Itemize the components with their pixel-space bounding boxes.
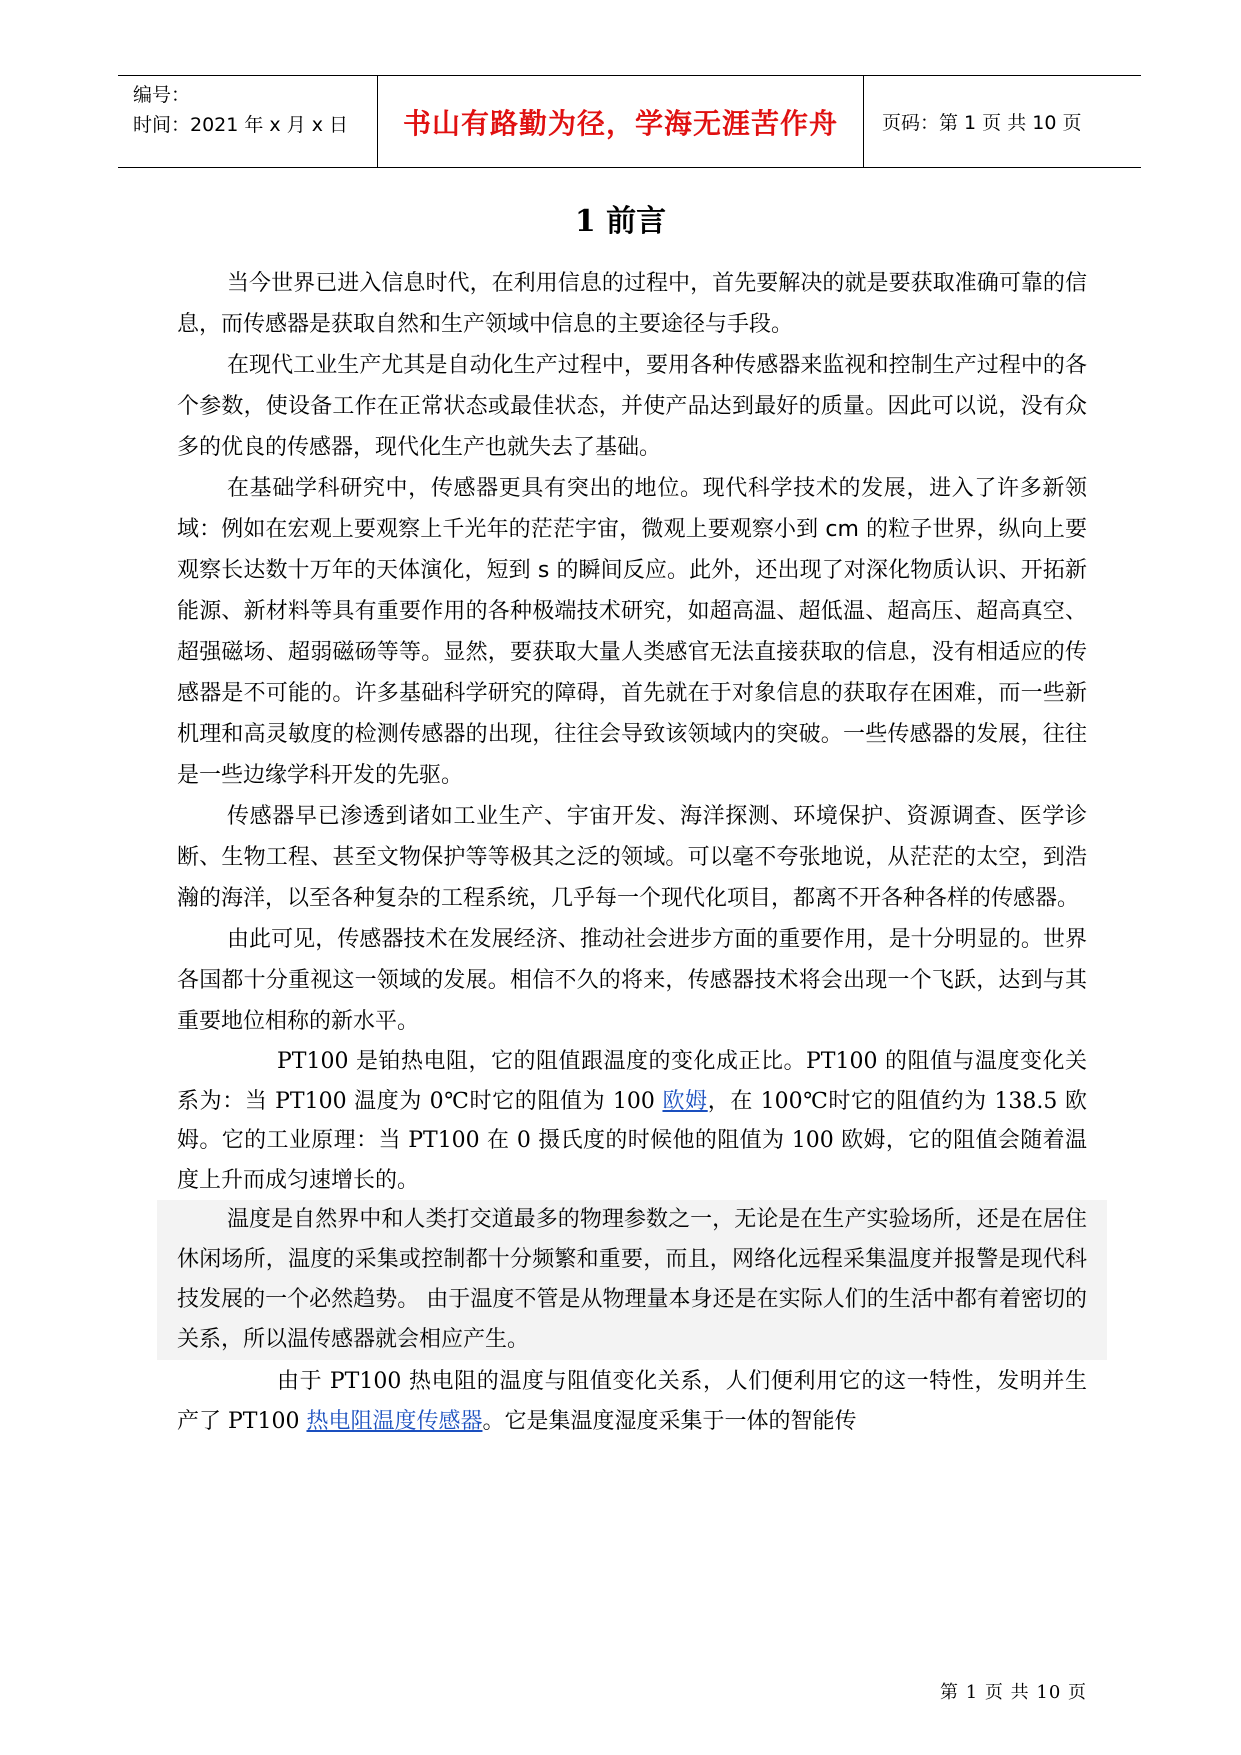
ohm-link[interactable]: 欧姆 — [662, 1088, 708, 1114]
header-page-label: 页码：第 1 页 共 10 页 — [882, 112, 1082, 134]
pt100-paragraph — [177, 1042, 1087, 1200]
paragraph: 当今世界已进入信息时代，在利用信息的过程中，首先要解决的就是要获取准确可靠的信息，而传感器是获取自然和生产领域中信息的主要途径与手段。 — [177, 271, 1087, 337]
sensor-paragraph — [177, 1362, 1087, 1442]
time-label: 时间：2021 年 x 月 x 日 — [133, 114, 349, 136]
header-meta — [118, 76, 378, 167]
pt100-text-after: ，在 100℃时它的阻值约为 138.5 欧姆。它的工业原理：当 PT100 在 0 摄氏度的时候他的阻值为 100 欧姆，它的阻值会随着温度上升而成匀速增长的。 — [177, 1088, 1087, 1193]
rtd-sensor-link[interactable]: 热电阻温度传感器 — [306, 1409, 483, 1434]
sensor-text-after: 。它是集温度湿度采集于一体的智能传 — [482, 1409, 857, 1434]
paragraph: 在现代工业生产尤其是自动化生产过程中，要用各种传感器来监视和控制生产过程中的各个参数，使设备工作在正常状态或最佳状态，并使产品达到最好的质量。因此可以说，没有众多的优良的传感器，现代化生产也就失去了基础。 — [177, 353, 1087, 460]
shaded-paragraph: 温度是自然界中和人类打交道最多的物理参数之一，无论是在生产实验场所，还是在居住休闲场所，温度的采集或控制都十分频繁和重要，而且，网络化远程采集温度并报警是现代科技发展的一个必然趋势。 由于温度不管是从物理量本身还是在实际人们的生活中都有着密切的关系，所以温传感器就会相应产生。 — [157, 1200, 1107, 1360]
paragraph: 传感器早已渗透到诸如工业生产、宇宙开发、海洋探测、环境保护、资源调查、医学诊断、生物工程、甚至文物保护等等极其之泛的领域。可以毫不夸张地说，从茫茫的太空，到浩瀚的海洋，以至各种复杂的工程系统，几乎每一个现代化项目，都离不开各种各样的传感器。 — [177, 804, 1087, 911]
page-footer: 第 1 页 共 10 页 — [940, 1682, 1087, 1703]
paragraph: 在基础学科研究中，传感器更具有突出的地位。现代科学技术的发展，进入了许多新领域：例如在宏观上要观察上千光年的茫茫宇宙，微观上要观察小到 cm 的粒子世界，纵向上要观察长达数十万年的天体演化，短到 s 的瞬间反应。此外，还出现了对深化物质认识、开拓新能源、新材料等具有重要作用的各种极端技术研究，如超高温、超低温、超高压、超高真空、超强磁场、超弱磁砀等等。显然，要获取大量人类感官无法直接获取的信息，没有相适应的传感器是不可能的。许多基础科学研究的障碍，首先就在于对象信息的获取存在困难，而一些新机理和高灵敏度的检测传感器的出现，往往会导致该领域内的突破。一些传感器的发展，往往是一些边缘学科开发的先驱。 — [177, 476, 1088, 788]
header-motto: 书山有路勤为径，学海无涯苦作舟 — [378, 76, 864, 167]
number-label: 编号： — [133, 84, 191, 106]
section-title: 1 前言 — [574, 204, 667, 239]
document-body — [177, 263, 1087, 1442]
paragraph: 由此可见，传感器技术在发展经济、推动社会进步方面的重要作用，是十分明显的。世界各国都十分重视这一领域的发展。相信不久的将来，传感器技术将会出现一个飞跃，达到与其重要地位相称的新水平。 — [177, 927, 1087, 1034]
sensor-text-before: 由于 PT100 热电阻的温度与阻值变化关系，人们便利用它的这一特性，发明并生产了 PT100 — [177, 1369, 1087, 1434]
document-header — [118, 75, 1141, 168]
pt100-text-before: PT100 是铂热电阻，它的阻值跟温度的变化成正比。PT100 的阻值与温度变化关系为：当 PT100 温度为 0℃时它的阻值为 100 — [177, 1049, 1087, 1114]
